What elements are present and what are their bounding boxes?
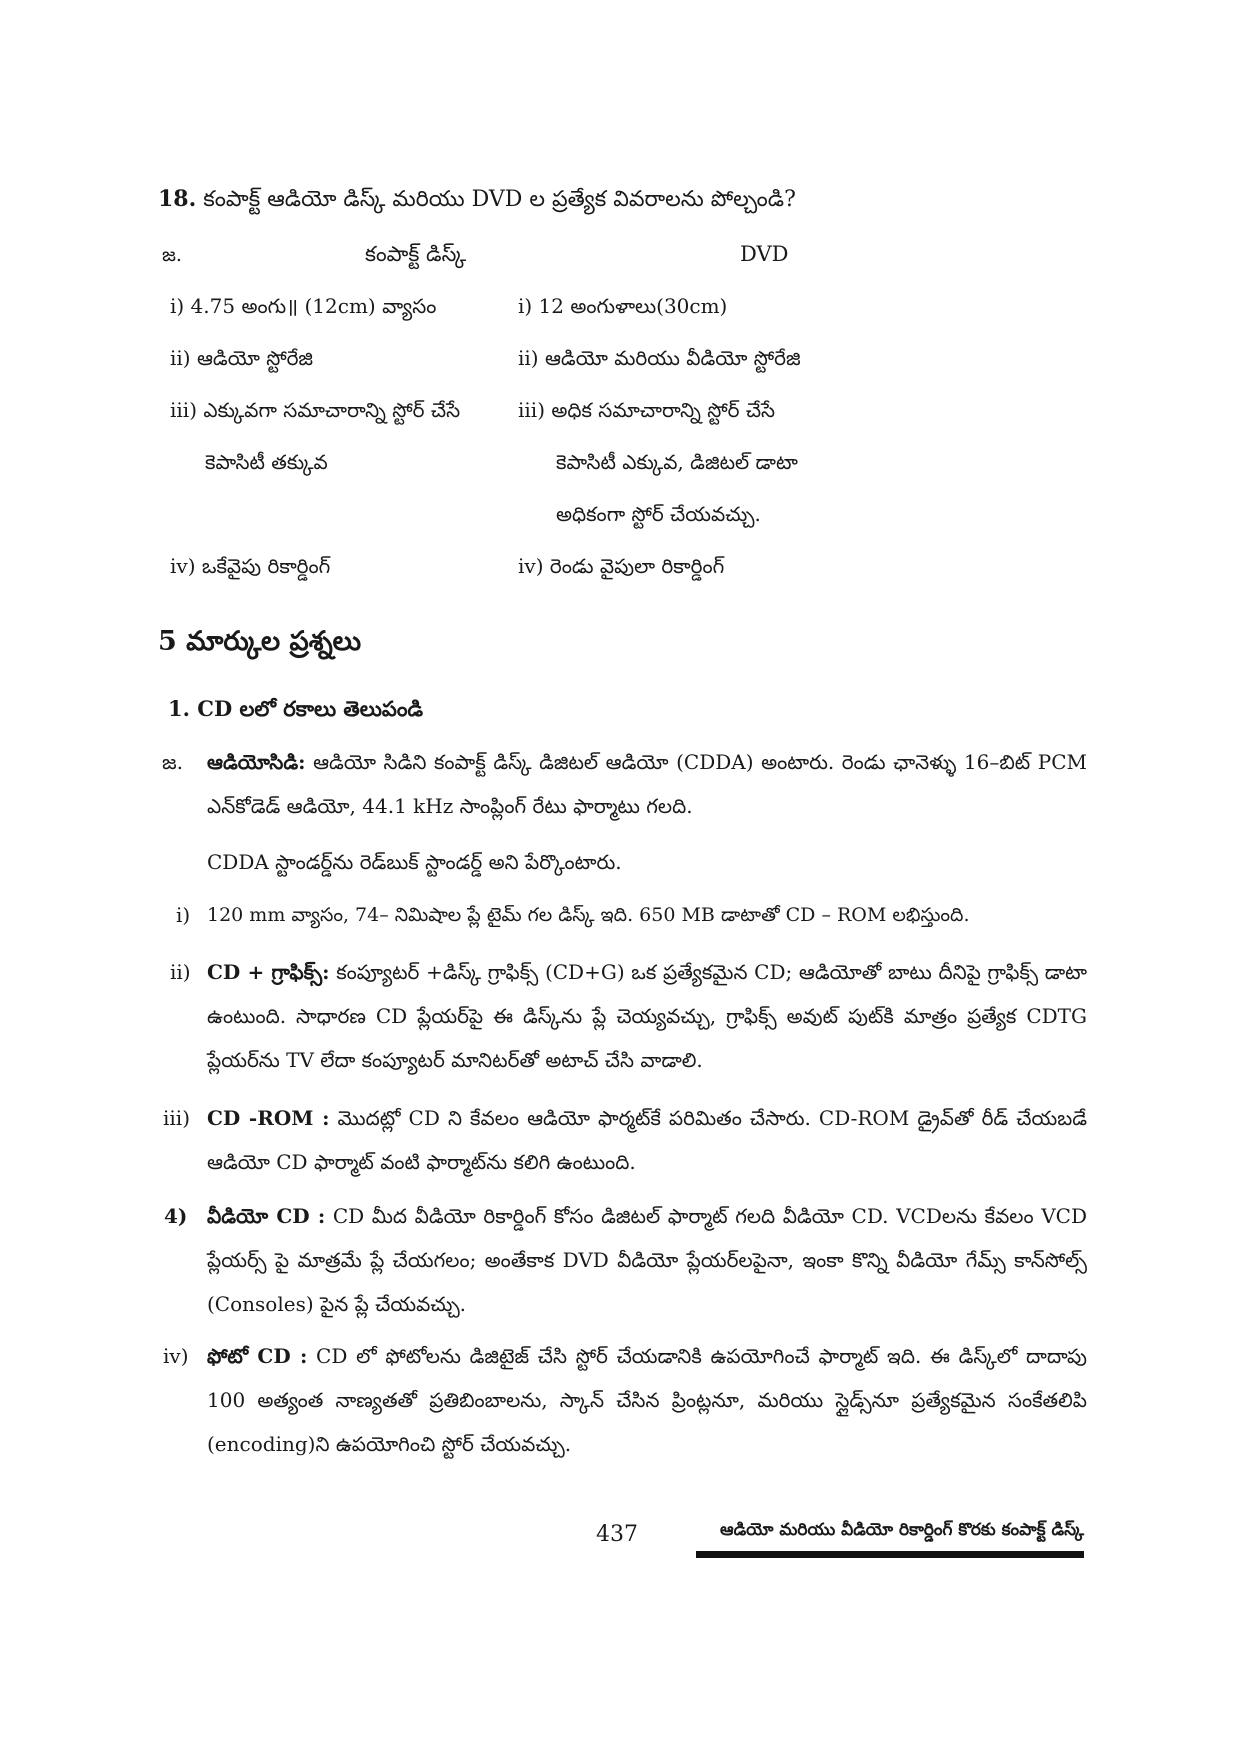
item-4-text: CD మీద వీడియో రికార్డింగ్ కోసం డిజిటల్ ఫార్మాట్ గలది వీడియో CD. VCDలను కేవలం VCD ప్లేయర్స్ పై మాత్రమే ప్లే చేయగలం; అంతేకాక DVD వీడియో ప్లేయర్‌లపైనా, ఇంకా కొన్ని వీడియో గేమ్స్ కాన్‌సోల్స్ (Consoles) పైన ప్లే చేయవచ్చు. (207, 1204, 1087, 1316)
sub-question-1 (168, 696, 423, 727)
column-head-dvd: DVD (740, 242, 789, 266)
item-i-paragraph: 120 mm వ్యాసం, 74– నిమిషాల ప్లే టైమ్ గల డిస్క్ ఇది. 650 MB డాటాతో CD – ROM లభిస్తుంది. (207, 904, 970, 926)
answer-marker: జ. (162, 750, 183, 774)
item-iii-text: మొదట్లో CD ని కేవలం ఆడియో ఫార్మట్‌కే పరిమితం చేసారు. CD-ROM డ్రైవ్‌తో రీడ్ చేయబడే ఆడియో CD ఫార్మాట్ వంటి ఫార్మాట్‌ను కలిగి ఉంటుంది. (207, 1106, 1088, 1174)
item-ii-paragraph (207, 950, 1087, 1082)
item-4-paragraph (207, 1194, 1087, 1326)
question-18-heading (158, 186, 796, 217)
item-marker: 4) (164, 1204, 188, 1228)
item-marker: iv) (163, 1344, 189, 1368)
item-iv-term: ఫోటో CD : (207, 1344, 308, 1368)
table-cell-left: iv) ఒకేవైపు రికార్డింగ్ (170, 554, 331, 578)
table-cell-left: i) 4.75 అంగు॥ (12cm) వ్యాసం (170, 294, 437, 318)
item-iii-paragraph (207, 1096, 1087, 1184)
page-number: 437 (596, 1522, 638, 1547)
table-cell-right: i) 12 అంగుళాలు(30cm) (518, 294, 728, 318)
sub-question-number: 1. (168, 696, 190, 721)
table-cell-right: iv) రెండు వైపులా రికార్డింగ్ (518, 554, 725, 578)
table-cell-right: ii) ఆడియో మరియు వీడియో స్టోరేజి (518, 346, 801, 370)
table-cell-left: iii) ఎక్కువగా సమాచారాన్ని స్టోర్ చేసే (170, 398, 461, 422)
item-iii-term: CD -ROM : (207, 1106, 330, 1130)
item-iv-text: CD లో ఫోటోలను డిజిటైజ్ చేసి స్టోర్ చేయడానికి ఉపయోగించే ఫార్మాట్ ఇది. ఈ డిస్క్‌లో దాదాపు 100 అత్యంత నాణ్యతతో ప్రతిబింబాలను, స్కాన్ చేసిన ప్రింట్లనూ, మరియు స్లైడ్స్‌నూ ప్రత్యేకమైన సంకేతలిపి (encoding)ని ఉపయోగించి స్టోర్ చేయవచ్చు. (207, 1344, 1087, 1456)
table-cell-left: ii) ఆడియో స్టోరేజి (170, 346, 314, 370)
table-cell-right: అధికంగా స్టోర్ చేయవచ్చు. (556, 502, 761, 526)
sub-question-text: CD లలో రకాలు తెలుపండి (197, 696, 424, 721)
cdda-note: CDDA స్టాండర్డ్‌ను రెడ్‌బుక్ స్టాండర్డ్ అని పేర్కొంటారు. (207, 850, 622, 874)
item-marker: iii) (163, 1106, 190, 1130)
column-head-cd: కంపాక్ట్ డిస్క్ (365, 242, 467, 266)
item-4-term: వీడియో CD : (207, 1204, 326, 1228)
item-marker: ii) (170, 960, 191, 984)
table-cell-right: iii) అధిక సమాచారాన్ని స్టోర్ చేసే (518, 398, 776, 422)
answer-label: జ. (162, 244, 182, 266)
table-cell-right: కెపాసిటీ ఎక్కువ, డిజిటల్ డాటా (556, 450, 798, 474)
question-18-number: 18. (158, 186, 197, 212)
section-title: 5 మార్కుల ప్రశ్నలు (158, 626, 362, 657)
item-marker: i) (176, 903, 191, 927)
item-iv-paragraph (207, 1334, 1087, 1466)
item-ii-term: CD + గ్రాఫిక్స్: (207, 960, 330, 984)
audio-cd-paragraph (207, 740, 1087, 828)
table-cell-left: కెపాసిటీ తక్కువ (205, 450, 328, 474)
audio-cd-term: ఆడియోసిడి: (207, 750, 306, 774)
audio-cd-text: ఆడియో సిడిని కంపాక్ట్ డిస్క్ డిజిటల్ ఆడియో (CDDA) అంటారు. రెండు ఛానెళ్ళు 16–బిట్ PCM ఎన్‌కోడెడ్ ఆడియో, 44.1 kHz సాంప్లింగ్ రేటు ఫార్మాటు గలది. (207, 750, 1087, 818)
running-footer-title: ఆడియో మరియు వీడియో రికార్డింగ్ కొరకు కంపాక్ట్ డిస్క్ (720, 1520, 1084, 1540)
question-18-text: కంపాక్ట్ ఆడియో డిస్క్ మరియు DVD ల ప్రత్యేక వివరాలను పోల్చండి? (203, 187, 796, 212)
footer-rule (696, 1551, 1084, 1558)
item-ii-text: కంప్యూటర్ +డిస్క్ గ్రాఫిక్స్ (CD+G) ఒక ప్రత్యేకమైన CD; ఆడియోతో బాటు దీనిపై గ్రాఫిక్స్ డాటా ఉంటుంది. సాధారణ CD ప్లేయర్‌పై ఈ డిస్క్‌ను ప్లే చెయ్యవచ్చు, గ్రాఫిక్స్ అవుట్ పుట్‌కి మాత్రం ప్రత్యేక CDTG ప్లేయర్‌ను TV లేదా కంప్యూటర్ మానిటర్‌తో అటాచ్ చేసి వాడాలి. (207, 960, 1087, 1072)
